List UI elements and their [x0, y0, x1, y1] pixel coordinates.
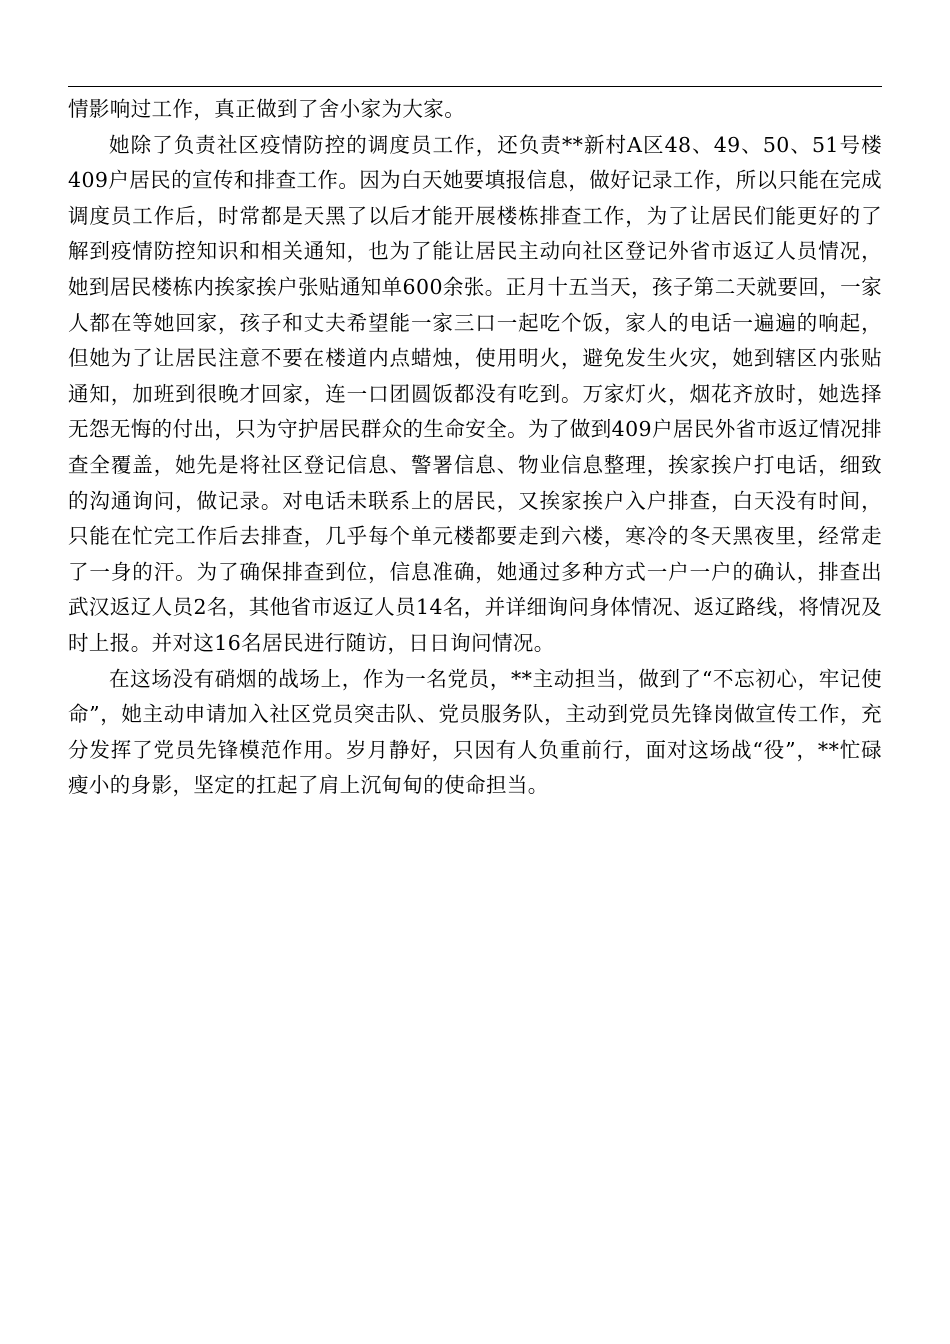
header-rule — [68, 86, 882, 87]
paragraph-party-member: 在这场没有硝烟的战场上，作为一名党员，**主动担当，做到了“不忘初心，牢记使命”，她主动申请加入社区党员突击队、党员服务队，主动到党员先锋岗做宣传工作，充分发挥了党员先锋模范作用。岁月静好，只因有人负重前行，面对这场战“役”，**忙碌瘦小的身影，坚定的扛起了肩上沉甸甸的使命担当。 — [68, 666, 882, 798]
document-body — [68, 92, 882, 804]
paragraph-dispatcher-work: 她除了负责社区疫情防控的调度员工作，还负责**新村A区48、49、50、51号楼409户居民的宣传和排查工作。因为白天她要填报信息，做好记录工作，所以只能在完成调度员工作后，时常都是天黑了以后才能开展楼栋排查工作，为了让居民们能更好的了解到疫情防控知识和相关通知，也为了能让居民主动向社区登记外省市返辽人员情况，她到居民楼栋内挨家挨户张贴通知单600余张。正月十五当天，孩子第二天就要回，一家人都在等她回家，孩子和丈夫希望能一家三口一起吃个饭，家人的电话一遍遍的响起，但她为了让居民注意不要在楼道内点蜡烛，使用明火，避免发生火灾，她到辖区内张贴通知，加班到很晚才回家，连一口团圆饭都没有吃到。万家灯火，烟花齐放时，她选择无怨无悔的付出，只为守护居民群众的生命安全。为了做到409户居民外省市返辽情况排查全覆盖，她先是将社区登记信息、警署信息、物业信息整理，挨家挨户打电话，细致的沟通询问，做记录。对电话未联系上的居民，又挨家挨户入户排查，白天没有时间，只能在忙完工作后去排查，几乎每个单元楼都要走到六楼，寒冷的冬天黑夜里，经常走了一身的汗。为了确保排查到位，信息准确，她通过多种方式一户一户的确认，排查出武汉返辽人员2名，其他省市返辽人员14名，并详细询问身体情况、返辽路线，将情况及时上报。并对这16名居民进行随访，日日询问情况。 — [68, 132, 882, 655]
paragraph-continuation: 情影响过工作，真正做到了舍小家为大家。 — [68, 97, 466, 121]
